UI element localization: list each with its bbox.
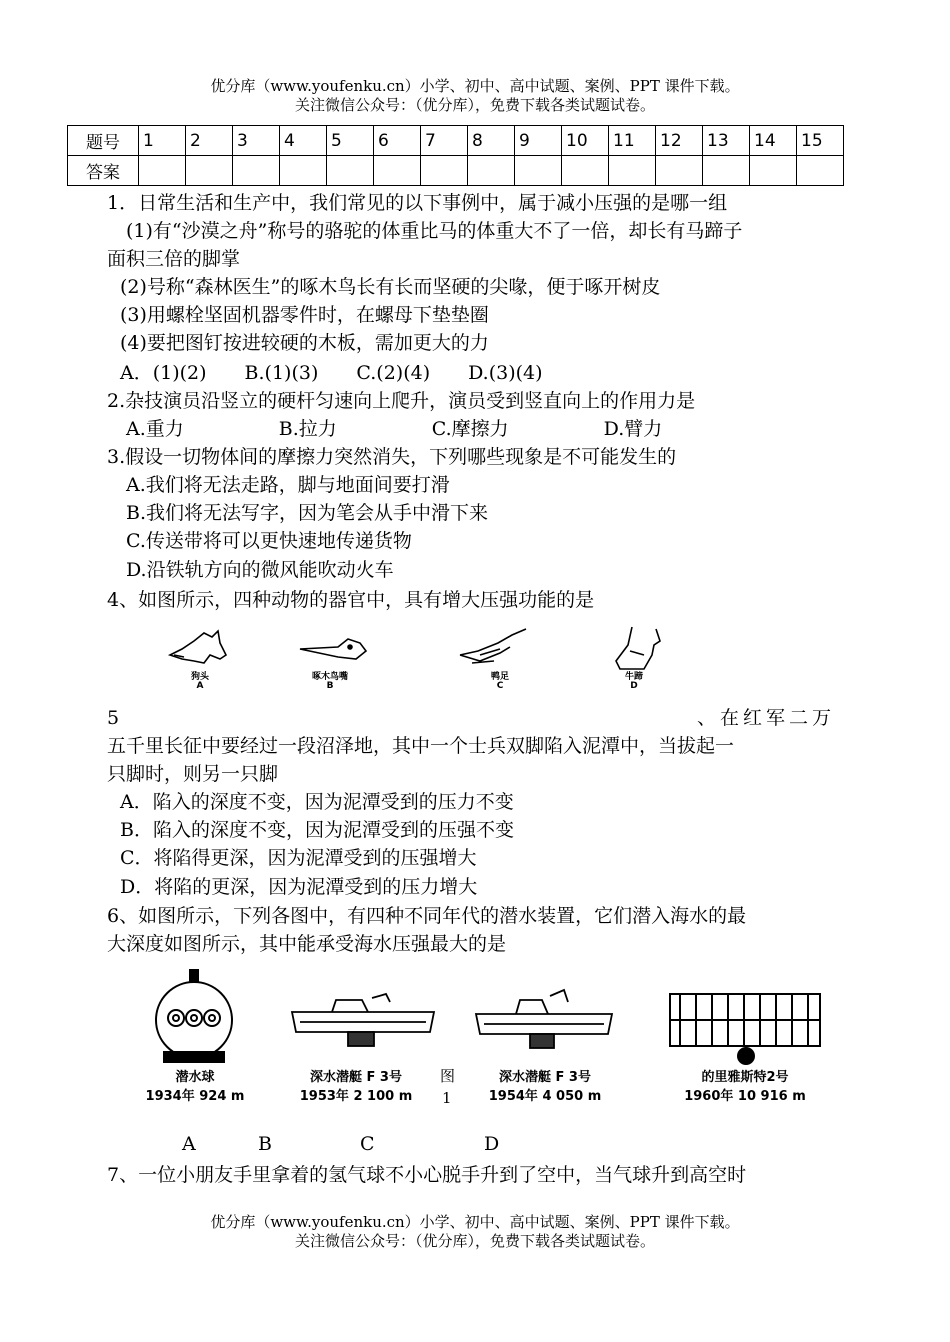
q3-stem: 3.假设一切物体间的摩擦力突然消失，下列哪些现象是不可能发生的 — [107, 446, 677, 468]
q1-options: A．(1)(2) B.(1)(3) C.(2)(4) D.(3)(4) — [120, 362, 543, 384]
q4-figure-drawings — [160, 625, 680, 675]
question-number-cell: 15 — [797, 126, 844, 156]
q5-option-d: D．将陷的更深，因为泥潭受到的压力增大 — [120, 876, 478, 898]
question-number-cell: 14 — [750, 126, 797, 156]
answer-table-answer-row — [68, 156, 844, 186]
question-number-cell: 13 — [703, 126, 750, 156]
answer-cell[interactable] — [374, 156, 421, 186]
question-number-cell: 10 — [562, 126, 609, 156]
q6-letter-d: D — [484, 1133, 500, 1155]
ox-hoof-drawing — [616, 627, 660, 669]
q3-option-d: D.沿铁轨方向的微风能吹动火车 — [126, 559, 394, 581]
answer-cell[interactable] — [562, 156, 609, 186]
answer-cell[interactable] — [703, 156, 750, 186]
question-number-cell: 1 — [139, 126, 186, 156]
q6-figure-drawings — [150, 968, 840, 1068]
row-label-question-number: 题号 — [68, 126, 139, 156]
question-number-cell: 3 — [233, 126, 280, 156]
q6-letter-a: A — [182, 1133, 196, 1155]
q3-option-b: B.我们将无法写字，因为笔会从手中滑下来 — [126, 502, 489, 524]
q4-figure-a-letter: A — [196, 681, 204, 691]
q5-number: 5 — [107, 707, 120, 729]
answer-cell[interactable] — [750, 156, 797, 186]
q5-option-c: C．将陷得更深，因为泥潭受到的压强增大 — [120, 847, 477, 869]
q5-option-b: B．陷入的深度不变，因为泥潭受到的压强不变 — [120, 819, 514, 841]
woodpecker-beak-drawing — [300, 639, 366, 659]
q1-item-1-cont: 面积三倍的脚掌 — [107, 248, 241, 270]
answer-cell[interactable] — [327, 156, 374, 186]
q6-figure-a-info: 1934年 924 m — [145, 1089, 245, 1104]
q2-options: A.重力 B.拉力 C.摩擦力 D.臂力 — [126, 418, 663, 440]
q1-item-4: (4)要把图钉按进较硬的木板，需加更大的力 — [120, 332, 489, 354]
q4-figure-b-caption: 啄木鸟嘴 — [311, 672, 348, 682]
bathyscaphe-f3-1954-drawing — [476, 990, 612, 1048]
answer-table — [67, 125, 844, 186]
question-number-cell: 2 — [186, 126, 233, 156]
q6-line-1: 6、如图所示，下列各图中，有四种不同年代的潜水装置，它们潜入海水的最 — [107, 905, 747, 927]
question-number-cell: 11 — [609, 126, 656, 156]
answer-table-number-row — [68, 126, 844, 156]
bathyscaphe-f3-1953-drawing — [292, 994, 434, 1046]
answer-cell[interactable] — [609, 156, 656, 186]
duck-foot-drawing — [460, 629, 526, 663]
page-header — [0, 77, 950, 115]
q1-item-3: (3)用螺栓坚固机器零件时，在螺母下垫垫圈 — [120, 304, 489, 326]
q6-letter-b: B — [258, 1133, 272, 1155]
q6-figure-a-name: 潜水球 — [175, 1070, 215, 1085]
answer-cell[interactable] — [139, 156, 186, 186]
question-number-cell: 8 — [468, 126, 515, 156]
q4-figure — [160, 625, 680, 705]
q4-figure-c-letter: C — [496, 681, 504, 691]
q6-figure-number: 1 — [442, 1089, 452, 1107]
trieste-2-drawing — [670, 994, 820, 1064]
diving-sphere-drawing — [156, 970, 232, 1062]
q1-item-2: (2)号称“森林医生”的啄木鸟长有长而坚硬的尖喙，便于啄开树皮 — [120, 276, 661, 298]
q6-figure-b-info: 1953年 2 100 m — [299, 1089, 413, 1104]
q4-figure-b-letter: B — [326, 681, 334, 691]
page-footer — [0, 1213, 950, 1251]
q6-figure-d-name: 的里雅斯特2号 — [701, 1070, 789, 1085]
q6-figure-d-info: 1960年 10 916 m — [684, 1089, 806, 1104]
q4-figure-c-caption: 鸭足 — [490, 672, 509, 682]
q4-figure-d-letter: D — [630, 681, 638, 691]
q7-line-1: 7、一位小朋友手里拿着的氢气球不小心脱手升到了空中，当气球升到高空时 — [107, 1164, 747, 1186]
q6-figure-c-name: 深水潜艇 F 3号 — [499, 1070, 591, 1085]
question-number-cell: 5 — [327, 126, 374, 156]
q4-figure-a-caption: 狗头 — [190, 672, 209, 682]
answer-cell[interactable] — [421, 156, 468, 186]
header-line-1: 优分库（www.youfenku.cn）小学、初中、高中试题、案例、PPT 课件下载。 — [210, 77, 740, 95]
answer-cell[interactable] — [797, 156, 844, 186]
q2-stem: 2.杂技演员沿竖立的硬杆匀速向上爬升，演员受到竖直向上的作用力是 — [107, 390, 696, 412]
q3-option-a: A.我们将无法走路，脚与地面间要打滑 — [126, 474, 450, 496]
answer-cell[interactable] — [515, 156, 562, 186]
q6-figure-c-info: 1954年 4 050 m — [488, 1089, 602, 1104]
header-line-2: 关注微信公众号：（优分库），免费下载各类试题试卷。 — [294, 96, 655, 114]
question-number-cell: 7 — [421, 126, 468, 156]
question-number-cell: 12 — [656, 126, 703, 156]
q6-figure — [145, 968, 840, 1128]
question-number-cell: 4 — [280, 126, 327, 156]
footer-line-2: 关注微信公众号：（优分库），免费下载各类试题试卷。 — [294, 1232, 655, 1250]
answer-cell[interactable] — [280, 156, 327, 186]
q5-option-a: A．陷入的深度不变，因为泥潭受到的压力不变 — [120, 791, 514, 813]
q6-letter-c: C — [360, 1133, 375, 1155]
answer-cell[interactable] — [468, 156, 515, 186]
q5-stem-tail: 、在红军二万 — [697, 707, 836, 729]
answer-cell[interactable] — [233, 156, 280, 186]
q5-line-2: 五千里长征中要经过一段沼泽地，其中一个士兵双脚陷入泥潭中，当拔起一 — [107, 735, 735, 757]
footer-line-1: 优分库（www.youfenku.cn）小学、初中、高中试题、案例、PPT 课件下载。 — [210, 1213, 740, 1231]
q5-line-3: 只脚时，则另一只脚 — [107, 763, 279, 785]
q4-figure-d-caption: 牛蹄 — [624, 672, 643, 682]
q6-figure-b-name: 深水潜艇 F 3号 — [310, 1070, 402, 1085]
question-number-cell: 9 — [515, 126, 562, 156]
row-label-answer: 答案 — [68, 156, 139, 186]
q4-stem: 4、如图所示，四种动物的器官中，具有增大压强功能的是 — [107, 589, 595, 611]
q1-stem: 1．日常生活和生产中，我们常见的以下事例中，属于减小压强的是哪一组 — [107, 192, 728, 214]
dog-head-drawing — [170, 631, 226, 663]
answer-cell[interactable] — [656, 156, 703, 186]
q6-figure-label: 图 — [440, 1067, 456, 1085]
question-number-cell: 6 — [374, 126, 421, 156]
answer-cell[interactable] — [186, 156, 233, 186]
q1-item-1: (1)有“沙漠之舟”称号的骆驼的体重比马的体重大不了一倍，却长有马蹄子 — [126, 220, 743, 242]
q6-line-2: 大深度如图所示，其中能承受海水压强最大的是 — [107, 933, 507, 955]
q3-option-c: C.传送带将可以更快速地传递货物 — [126, 530, 412, 552]
